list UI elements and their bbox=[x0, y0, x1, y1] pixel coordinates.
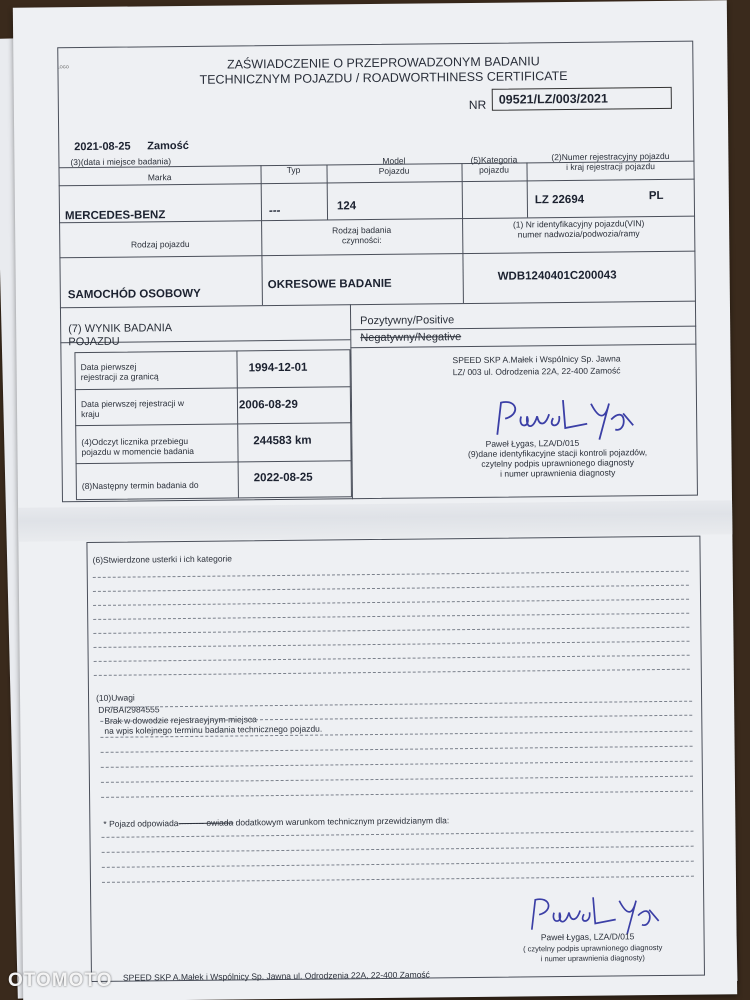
first-reg-pl-value: 2006-08-29 bbox=[238, 398, 298, 412]
bottom-label: ( czytelny podpis uprawnionego diagnosty i numer uprawnienia diagnosty) bbox=[523, 943, 663, 964]
title-line-2: TECHNICZNYM POJAZDU / ROADWORTHINESS CERTIFICATE bbox=[199, 68, 568, 87]
first-reg-abroad-value: 1994-12-01 bbox=[248, 361, 308, 375]
result-label: (7) WYNIK BADANIA POJAZDU bbox=[68, 322, 173, 349]
nr-value: 09521/LZ/003/2021 bbox=[492, 87, 672, 111]
first-reg-pl-label: Data pierwszej rejestracji w kraju bbox=[80, 397, 184, 420]
nr-rej-label: (2)Numer rejestracyjny pojazdu i kraj rejestracji pojazdu bbox=[551, 150, 670, 172]
remarks-line-3: na wpis kolejnego terminu badania technicznego pojazdu. bbox=[104, 723, 323, 736]
odometer-label: (4)Odczyt licznika przebiegu pojazdu w momencie badania bbox=[81, 435, 194, 458]
footnote-post: dodatkowym warunkom technicznym przewidzianym dla: bbox=[233, 815, 450, 828]
station-label: (9)dane identyfikacyjne stacji kontroli pojazdów, czytelny podpis uprawnionego diagnosty i numer uprawnienia diagnosty bbox=[467, 447, 648, 479]
vin-label: (1) Nr identyfikacyjny pojazdu(VIN) numer nadwozia/podwozia/ramy bbox=[512, 218, 645, 240]
remarks-line-2: Brak w dowodzie rejestracyjnym miejsca bbox=[104, 714, 257, 726]
footnote-strike: --------- owiada bbox=[178, 817, 234, 829]
station-address: LZ/ 003 ul. Odrodzenia 22A, 22-400 Zamość bbox=[452, 365, 621, 378]
next-exam-label: (8)Następny termin badania do bbox=[81, 479, 199, 492]
typ-value: --- bbox=[268, 204, 281, 218]
nr-rej-value: LZ 22694 bbox=[534, 193, 585, 207]
rodzaj-value: SAMOCHÓD OSOBOWY bbox=[67, 287, 201, 302]
model-value: 124 bbox=[336, 200, 357, 213]
remarks-line-1: DR/BAI2984555 bbox=[98, 704, 160, 715]
result-negative: Negatywny/Negative bbox=[360, 331, 462, 345]
exam-date: 2021-08-25 bbox=[74, 140, 131, 154]
vin-value: WDB1240401C200043 bbox=[497, 269, 617, 283]
typ-label: Typ bbox=[286, 164, 301, 175]
footer-station: SPEED SKP A.Małek i Wspólnicy Sp. Jawna ul. Odrodzenia 22A, 22-400 Zamość bbox=[122, 969, 430, 983]
rodzaj-label: Rodzaj pojazdu bbox=[130, 238, 190, 250]
bottom-diag: Paweł Łygas, LZA/D/015 bbox=[540, 931, 635, 943]
station-name: SPEED SKP A.Małek i Wspólnicy Sp. Jawna bbox=[452, 353, 621, 366]
next-exam-value: 2022-08-25 bbox=[253, 471, 313, 485]
footnote-pre: * Pojazd odpowiada bbox=[103, 818, 179, 829]
kategoria-label: (5)Kategoria pojazdu bbox=[470, 154, 518, 175]
exam-place: Zamość bbox=[147, 139, 189, 153]
marka-value: MERCEDES-BENZ bbox=[64, 209, 166, 223]
nr-label: NR bbox=[468, 97, 487, 112]
czynnosci-value: OKRESOWE BADANIE bbox=[267, 277, 392, 292]
first-reg-abroad-label: Data pierwszej rejestracji za granicą bbox=[80, 361, 159, 383]
date-place-label: (3)(data i miejsce badania) bbox=[70, 156, 172, 168]
remarks-label: (10)Uwagi bbox=[95, 692, 135, 703]
station-diag: Paweł Łygas, LZA/D/015 bbox=[485, 437, 580, 449]
marka-label: Marka bbox=[147, 172, 172, 183]
odometer-value: 244583 km bbox=[253, 434, 312, 448]
header-logo-text: LOGO bbox=[57, 64, 70, 70]
defects-label: (6)Stwierdzone usterki i ich kategorie bbox=[92, 553, 233, 565]
kraj-value: PL bbox=[648, 189, 664, 203]
title-line-1: ZAŚWIADCZENIE O PRZEPROWADZONYM BADANIU bbox=[226, 54, 540, 72]
watermark-logo: OTOMOTO bbox=[8, 970, 113, 991]
certificate-sheet bbox=[13, 0, 737, 1000]
czynnosci-label: Rodzaj badania czynności: bbox=[332, 224, 392, 246]
model-label: Model Pojazdu bbox=[378, 155, 410, 176]
result-positive: Pozytywny/Positive bbox=[360, 314, 455, 328]
